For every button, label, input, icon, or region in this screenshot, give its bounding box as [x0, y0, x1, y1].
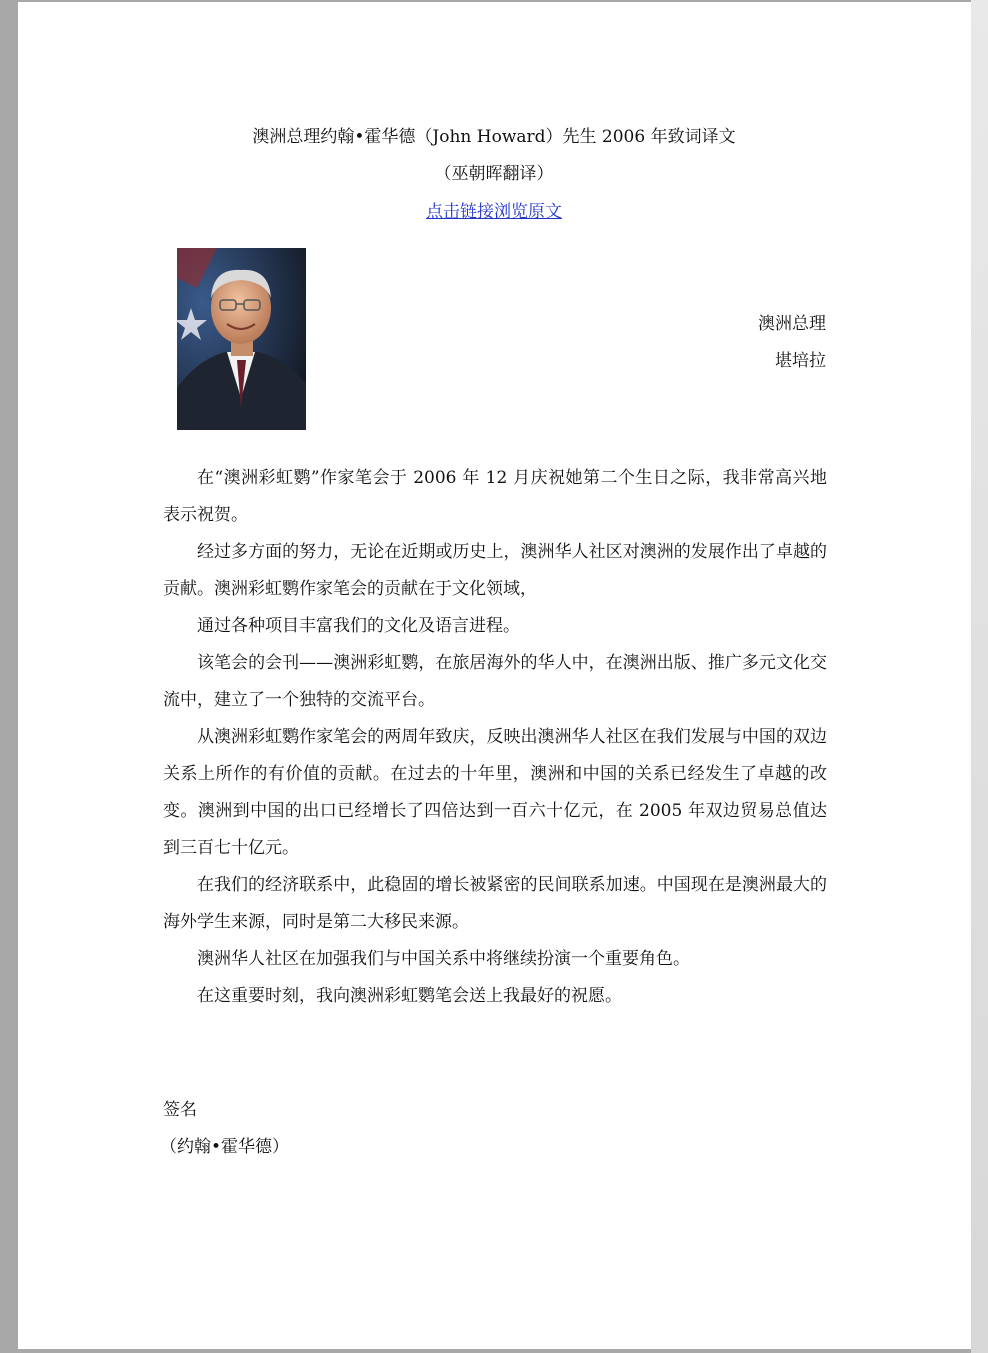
paragraph: 在“澳洲彩虹鹦”作家笔会于 2006 年 12 月庆祝她第二个生日之际，我非常高兴地表示祝贺。 [163, 468, 827, 525]
original-text-link[interactable]: 点击链接浏览原文 [426, 202, 562, 222]
signature-label: 签名 [163, 1100, 197, 1120]
portrait-illustration [177, 248, 306, 430]
paragraph: 经过多方面的努力，无论在近期或历史上，澳洲华人社区对澳洲的发展作出了卓越的贡献。澳洲彩虹鹦作家笔会的贡献在于文化领域， [163, 542, 827, 599]
portrait-photo [177, 248, 306, 430]
signature-name: （约翰•霍华德） [160, 1137, 290, 1157]
paragraph: 从澳洲彩虹鹦作家笔会的两周年致庆，反映出澳洲华人社区在我们发展与中国的双边关系上所作的有价值的贡献。在过去的十年里，澳洲和中国的关系已经发生了卓越的改变。澳洲到中国的出口已经增长了四倍达到一百六十亿元，在 2005 年双边贸易总值达到三百七十亿元。 [163, 727, 827, 858]
address-line-1: 澳洲总理 [758, 314, 826, 334]
paragraph: 该笔会的会刊——澳洲彩虹鹦，在旅居海外的华人中，在澳洲出版、推广多元文化交流中，建立了一个独特的交流平台。 [163, 653, 827, 710]
link-row [0, 200, 988, 224]
paragraph: 澳洲华人社区在加强我们与中国关系中将继续扮演一个重要角色。 [197, 949, 690, 969]
paragraph: 在这重要时刻，我向澳洲彩虹鹦笔会送上我最好的祝愿。 [197, 986, 622, 1006]
document-title: 澳洲总理约翰•霍华德（John Howard）先生 2006 年致词译文 [252, 127, 736, 147]
translator-credit: （巫朝晖翻译） [434, 164, 554, 184]
paragraph: 通过各种项目丰富我们的文化及语言进程。 [197, 616, 520, 636]
address-line-2: 堪培拉 [775, 351, 826, 371]
paragraph: 在我们的经济联系中，此稳固的增长被紧密的民间联系加速。中国现在是澳洲最大的海外学生来源，同时是第二大移民来源。 [163, 875, 827, 932]
letter-body [163, 460, 827, 1015]
